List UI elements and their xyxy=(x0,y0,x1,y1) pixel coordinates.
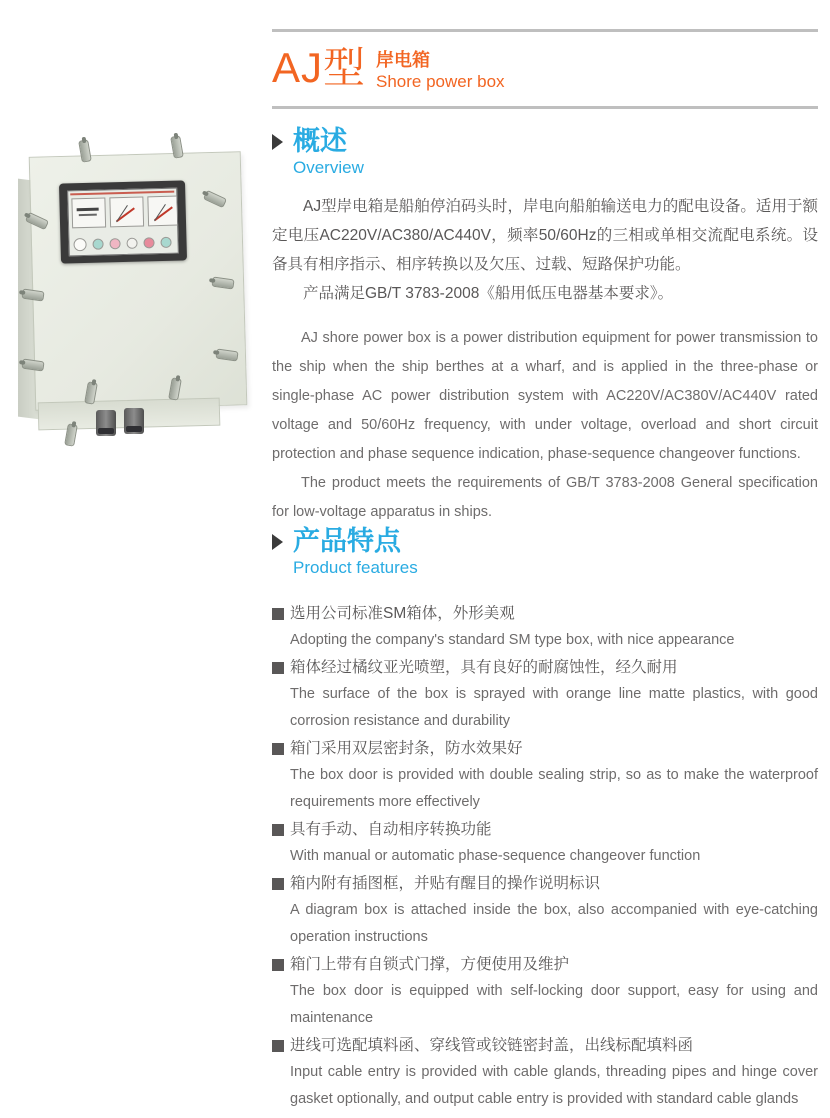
bullet-square-icon xyxy=(272,878,284,890)
feature-en: The box door is equipped with self-locking door support, easy for using and maintenance xyxy=(290,983,818,1026)
window-red-trim xyxy=(70,191,174,196)
indicator-light-icon xyxy=(126,238,137,249)
bullet-square-icon xyxy=(272,608,284,620)
indicator-light-icon xyxy=(160,237,171,248)
feature-item xyxy=(272,654,818,735)
bullet-square-icon xyxy=(272,1040,284,1052)
section-arrow-icon xyxy=(272,134,283,150)
indicator-light-icon xyxy=(143,237,154,248)
feature-cn: 箱门采用双层密封条，防水效果好 xyxy=(290,740,523,757)
bullet-square-icon xyxy=(272,662,284,674)
indicator-light-icon xyxy=(109,238,120,249)
analog-meter-icon xyxy=(147,195,179,226)
features-heading xyxy=(272,526,818,556)
feature-list xyxy=(272,600,818,1113)
page-title xyxy=(272,42,505,94)
feature-cn: 选用公司标准SM箱体，外形美观 xyxy=(290,605,515,622)
overview-paragraph-en: The product meets the requirements of GB/T 3783-2008 General specification for low-voltage apparatus in ships. xyxy=(272,475,818,520)
bullet-square-icon xyxy=(272,824,284,836)
feature-item xyxy=(272,735,818,816)
section-features xyxy=(272,526,818,1113)
feature-item xyxy=(272,816,818,870)
features-title-cn: 产品特点 xyxy=(293,526,401,556)
top-divider xyxy=(272,29,818,32)
overview-title-cn: 概述 xyxy=(293,126,347,156)
meter-row xyxy=(71,195,178,228)
product-photo xyxy=(8,138,266,463)
meter-window xyxy=(59,180,187,263)
section-overview xyxy=(272,126,818,527)
meter-window-glass xyxy=(67,188,179,257)
title-divider xyxy=(272,106,818,109)
feature-cn: 箱内附有插图框，并贴有醒目的操作说明标识 xyxy=(290,875,601,892)
analog-meter-icon xyxy=(109,196,144,227)
indicator-light-icon xyxy=(92,239,103,250)
feature-item xyxy=(272,951,818,1032)
overview-paragraph-cn: AJ型岸电箱是船舶停泊码头时，岸电向船舶输送电力的配电设备。适用于额定电压AC220V/AC380/AC440V，频率50/60Hz的三相或单相交流配电系统。设备具有相序指示、相序转换以及欠压、过载、短路保护功能。 xyxy=(272,198,818,273)
section-arrow-icon xyxy=(272,534,283,550)
feature-cn: 箱门上带有自锁式门撑，方便使用及维护 xyxy=(290,956,570,973)
feature-en: Adopting the company's standard SM type box, with nice appearance xyxy=(290,632,735,648)
model-name: AJ型 xyxy=(272,44,367,91)
feature-en: A diagram box is attached inside the box, also accompanied with eye-catching operation instructions xyxy=(290,902,818,945)
feature-item xyxy=(272,600,818,654)
feature-item xyxy=(272,870,818,951)
feature-en: The box door is provided with double sealing strip, so as to make the waterproof requirements more effectively xyxy=(290,767,818,810)
feature-en: Input cable entry is provided with cable glands, threading pipes and hinge cover gasket optionally, and output cable entry is provided with standard cable glands xyxy=(290,1064,818,1107)
feature-en: The surface of the box is sprayed with orange line matte plastics, with good corrosion resistance and durability xyxy=(290,686,818,729)
features-title-en: Product features xyxy=(293,558,418,577)
analog-meter-icon xyxy=(71,197,106,228)
feature-cn: 具有手动、自动相序转换功能 xyxy=(290,821,492,838)
bullet-square-icon xyxy=(272,959,284,971)
cable-gland-icon xyxy=(124,408,144,434)
latch-clamp-icon xyxy=(64,423,78,446)
overview-paragraph-en: AJ shore power box is a power distribution equipment for power transmission to the ship when the ship berthes at a wharf, and is applied in the three-phase or single-phase AC power distribution system with AC220V/AC380V/AC440V rated voltage and 50/60Hz frequency, with under voltage, overload and short circuit protection and phase sequence indication, phase-sequence changeover functions. xyxy=(272,330,818,462)
indicator-light-row xyxy=(73,236,171,252)
feature-item xyxy=(272,1032,818,1113)
overview-title-en: Overview xyxy=(293,158,364,177)
feature-cn: 箱体经过橘纹亚光喷塑，具有良好的耐腐蚀性，经久耐用 xyxy=(290,659,678,676)
overview-paragraph-cn: 产品满足GB/T 3783-2008《船用低压电器基本要求》。 xyxy=(303,285,674,302)
cable-gland-icon xyxy=(96,410,116,436)
bullet-square-icon xyxy=(272,743,284,755)
overview-heading xyxy=(272,126,818,156)
subtitle-en: Shore power box xyxy=(376,72,505,91)
subtitle-cn: 岸电箱 xyxy=(376,50,431,70)
feature-en: With manual or automatic phase-sequence changeover function xyxy=(290,848,701,864)
feature-cn: 进线可选配填料函、穿线管或铰链密封盖，出线标配填料函 xyxy=(290,1037,694,1054)
button-indicator-icon xyxy=(73,238,86,251)
